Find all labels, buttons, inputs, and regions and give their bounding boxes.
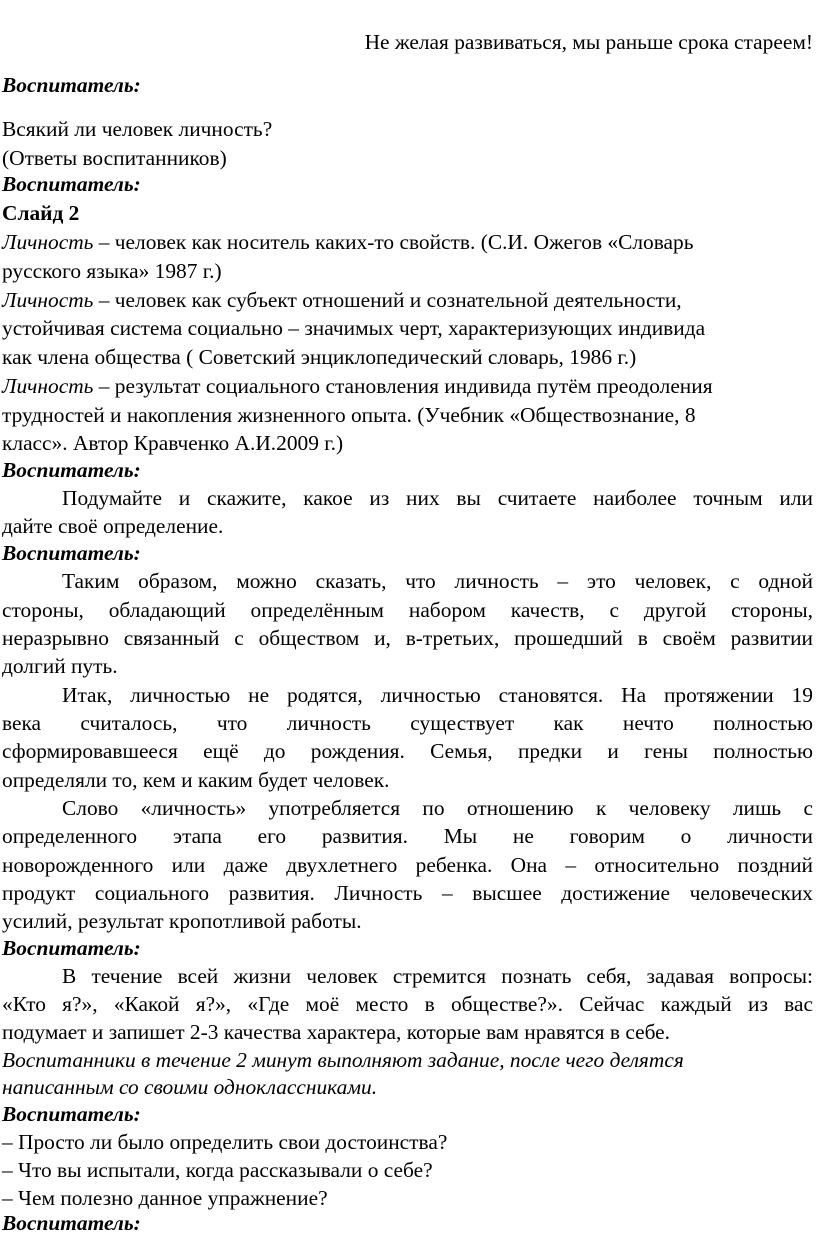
definition-term: Личность [2, 288, 94, 312]
question-line: – Что вы испытали, когда рассказывали о себе? [2, 1158, 433, 1182]
definition-line: как члена общества ( Советский энциклопедический словарь, 1986 г.) [2, 345, 637, 369]
paragraph-line: неразрывно связанный с обществом и, в-третьих, прошедший в своём развитии [2, 626, 813, 650]
definition-line: класс». Автор Кравченко А.И.2009 г.) [2, 431, 344, 455]
question-line: Всякий ли человек личность? [2, 117, 273, 141]
paragraph-line: стороны, обладающий определённым набором качеств, с другой стороны, [2, 598, 813, 622]
paragraph-line: подумает и запишет 2-3 качества характера, которые вам нравятся в себе. [2, 1020, 671, 1044]
paragraph-line: новорожденного или даже двухлетнего ребенка. Она – относительно поздний [2, 853, 813, 877]
speaker-label: Воспитатель: [2, 172, 141, 196]
speaker-label: Воспитатель: [2, 541, 141, 565]
paragraph-line: определяли то, кем и каким будет человек. [2, 768, 390, 792]
paragraph-line: Итак, личностью не родятся, личностью становятся. На протяжении 19 [62, 683, 813, 707]
speaker-label: Воспитатель: [2, 458, 141, 482]
paragraph-line: Таким образом, можно сказать, что личность – это человек, с одной [62, 569, 813, 593]
paragraph-line: усилий, результат кропотливой работы. [2, 909, 362, 933]
question-line: – Просто ли было определить свои достоинства? [2, 1130, 448, 1154]
paragraph-line: сформировавшееся ещё до рождения. Семья, предки и гены полностью [2, 739, 813, 763]
definition-line: Личность – человек как носитель каких-то свойств. (С.И. Ожегов «Словарь [2, 230, 694, 254]
paragraph-line: века считалось, что личность существует как нечто полностью [2, 711, 813, 735]
epigraph: Не желая развиваться, мы раньше срока стареем! [364, 30, 813, 54]
definition-line: трудностей и накопления жизненного опыта. (Учебник «Обществознание, 8 [2, 403, 696, 427]
definition-line: устойчивая система социально – значимых черт, характеризующих индивида [2, 316, 706, 340]
question-line: – Чем полезно данное упражнение? [2, 1186, 328, 1210]
slide-heading: Слайд 2 [2, 201, 80, 225]
paragraph-line: Слово «личность» употребляется по отношению к человеку лишь с [62, 796, 813, 820]
instruction-note: написанным со своими одноклассниками. [2, 1075, 378, 1099]
paragraph-line: определенного этапа его развития. Мы не говорим о личности [2, 824, 813, 848]
paragraph-line: «Кто я?», «Какой я?», «Где моё место в обществе?». Сейчас каждый из вас [2, 992, 813, 1016]
speaker-label: Воспитатель: [2, 1102, 141, 1126]
speaker-label: Воспитатель: [2, 1211, 141, 1235]
paragraph-line: продукт социального развития. Личность – высшее достижение человеческих [2, 881, 813, 905]
definition-line: русского языка» 1987 г.) [2, 259, 222, 283]
paragraph-line: долгий путь. [2, 654, 118, 678]
speaker-label: Воспитатель: [2, 936, 141, 960]
answers-note: (Ответы воспитанников) [2, 146, 227, 170]
definition-term: Личность [2, 374, 94, 398]
paragraph-line: Подумайте и скажите, какое из них вы считаете наиболее точным или [62, 486, 813, 510]
definition-line: Личность – человек как субъект отношений и сознательной деятельности, [2, 288, 682, 312]
paragraph-line: дайте своё определение. [2, 514, 224, 538]
paragraph-line: В течение всей жизни человек стремится познать себя, задавая вопросы: [62, 964, 813, 988]
speaker-label: Воспитатель: [2, 73, 141, 97]
definition-term: Личность [2, 230, 94, 254]
instruction-note: Воспитанники в течение 2 минут выполняют задание, после чего делятся [2, 1048, 684, 1072]
definition-line: Личность – результат социального становления индивида путём преодоления [2, 374, 713, 398]
